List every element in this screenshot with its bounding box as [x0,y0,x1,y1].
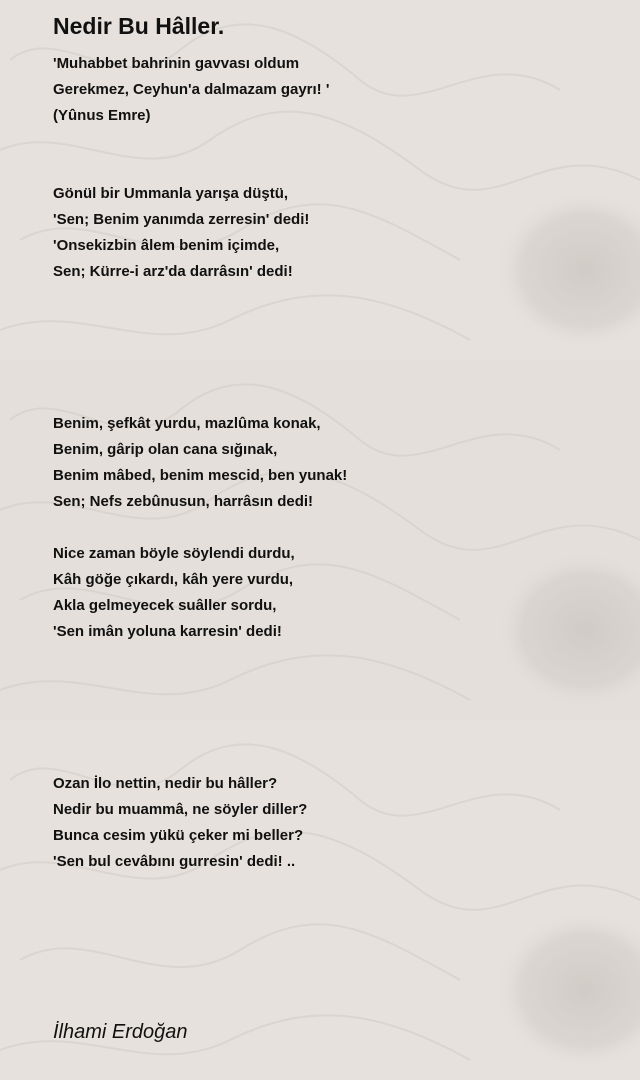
poem-line: Nedir bu muammâ, ne söyler diller? [53,801,308,818]
poem-line: 'Sen; Benim yanımda zerresin' dedi! [53,211,310,228]
poem-line: Akla gelmeyecek suâller sordu, [53,597,277,614]
poem-line: 'Sen bul cevâbını gurresin' dedi! .. [53,853,296,870]
poem-line: Benim mâbed, benim mescid, ben yunak! [53,467,348,484]
poem-line: Bunca cesim yükü çeker mi beller? [53,827,304,844]
poem-line: Gerekmez, Ceyhun'a dalmazam gayrı! ' [53,81,330,98]
poem-line: 'Onsekizbin âlem benim içimde, [53,237,280,254]
poem-line: Gönül bir Ummanla yarışa düştü, [53,185,289,202]
poem-line: 'Muhabbet bahrinin gavvası oldum [53,55,300,72]
poem-line: Benim, gârip olan cana sığınak, [53,441,278,458]
poem-line: Benim, şefkât yurdu, mazlûma konak, [53,415,321,432]
poem-line: Sen; Nefs zebûnusun, harrâsın dedi! [53,493,314,510]
poem-author: İlhami Erdoğan [53,1021,188,1043]
poem-line: 'Sen imân yoluna karresin' dedi! [53,623,282,640]
poem-line: Ozan İlo nettin, nedir bu hâller? [53,775,278,792]
poem-line: Kâh göğe çıkardı, kâh yere vurdu, [53,571,294,588]
poem-line: (Yûnus Emre) [53,107,151,124]
poem-title: Nedir Bu Hâller. [53,13,225,39]
poem-line: Sen; Kürre-i arz'da darrâsın' dedi! [53,263,293,280]
poem-line: Nice zaman böyle söylendi durdu, [53,545,295,562]
